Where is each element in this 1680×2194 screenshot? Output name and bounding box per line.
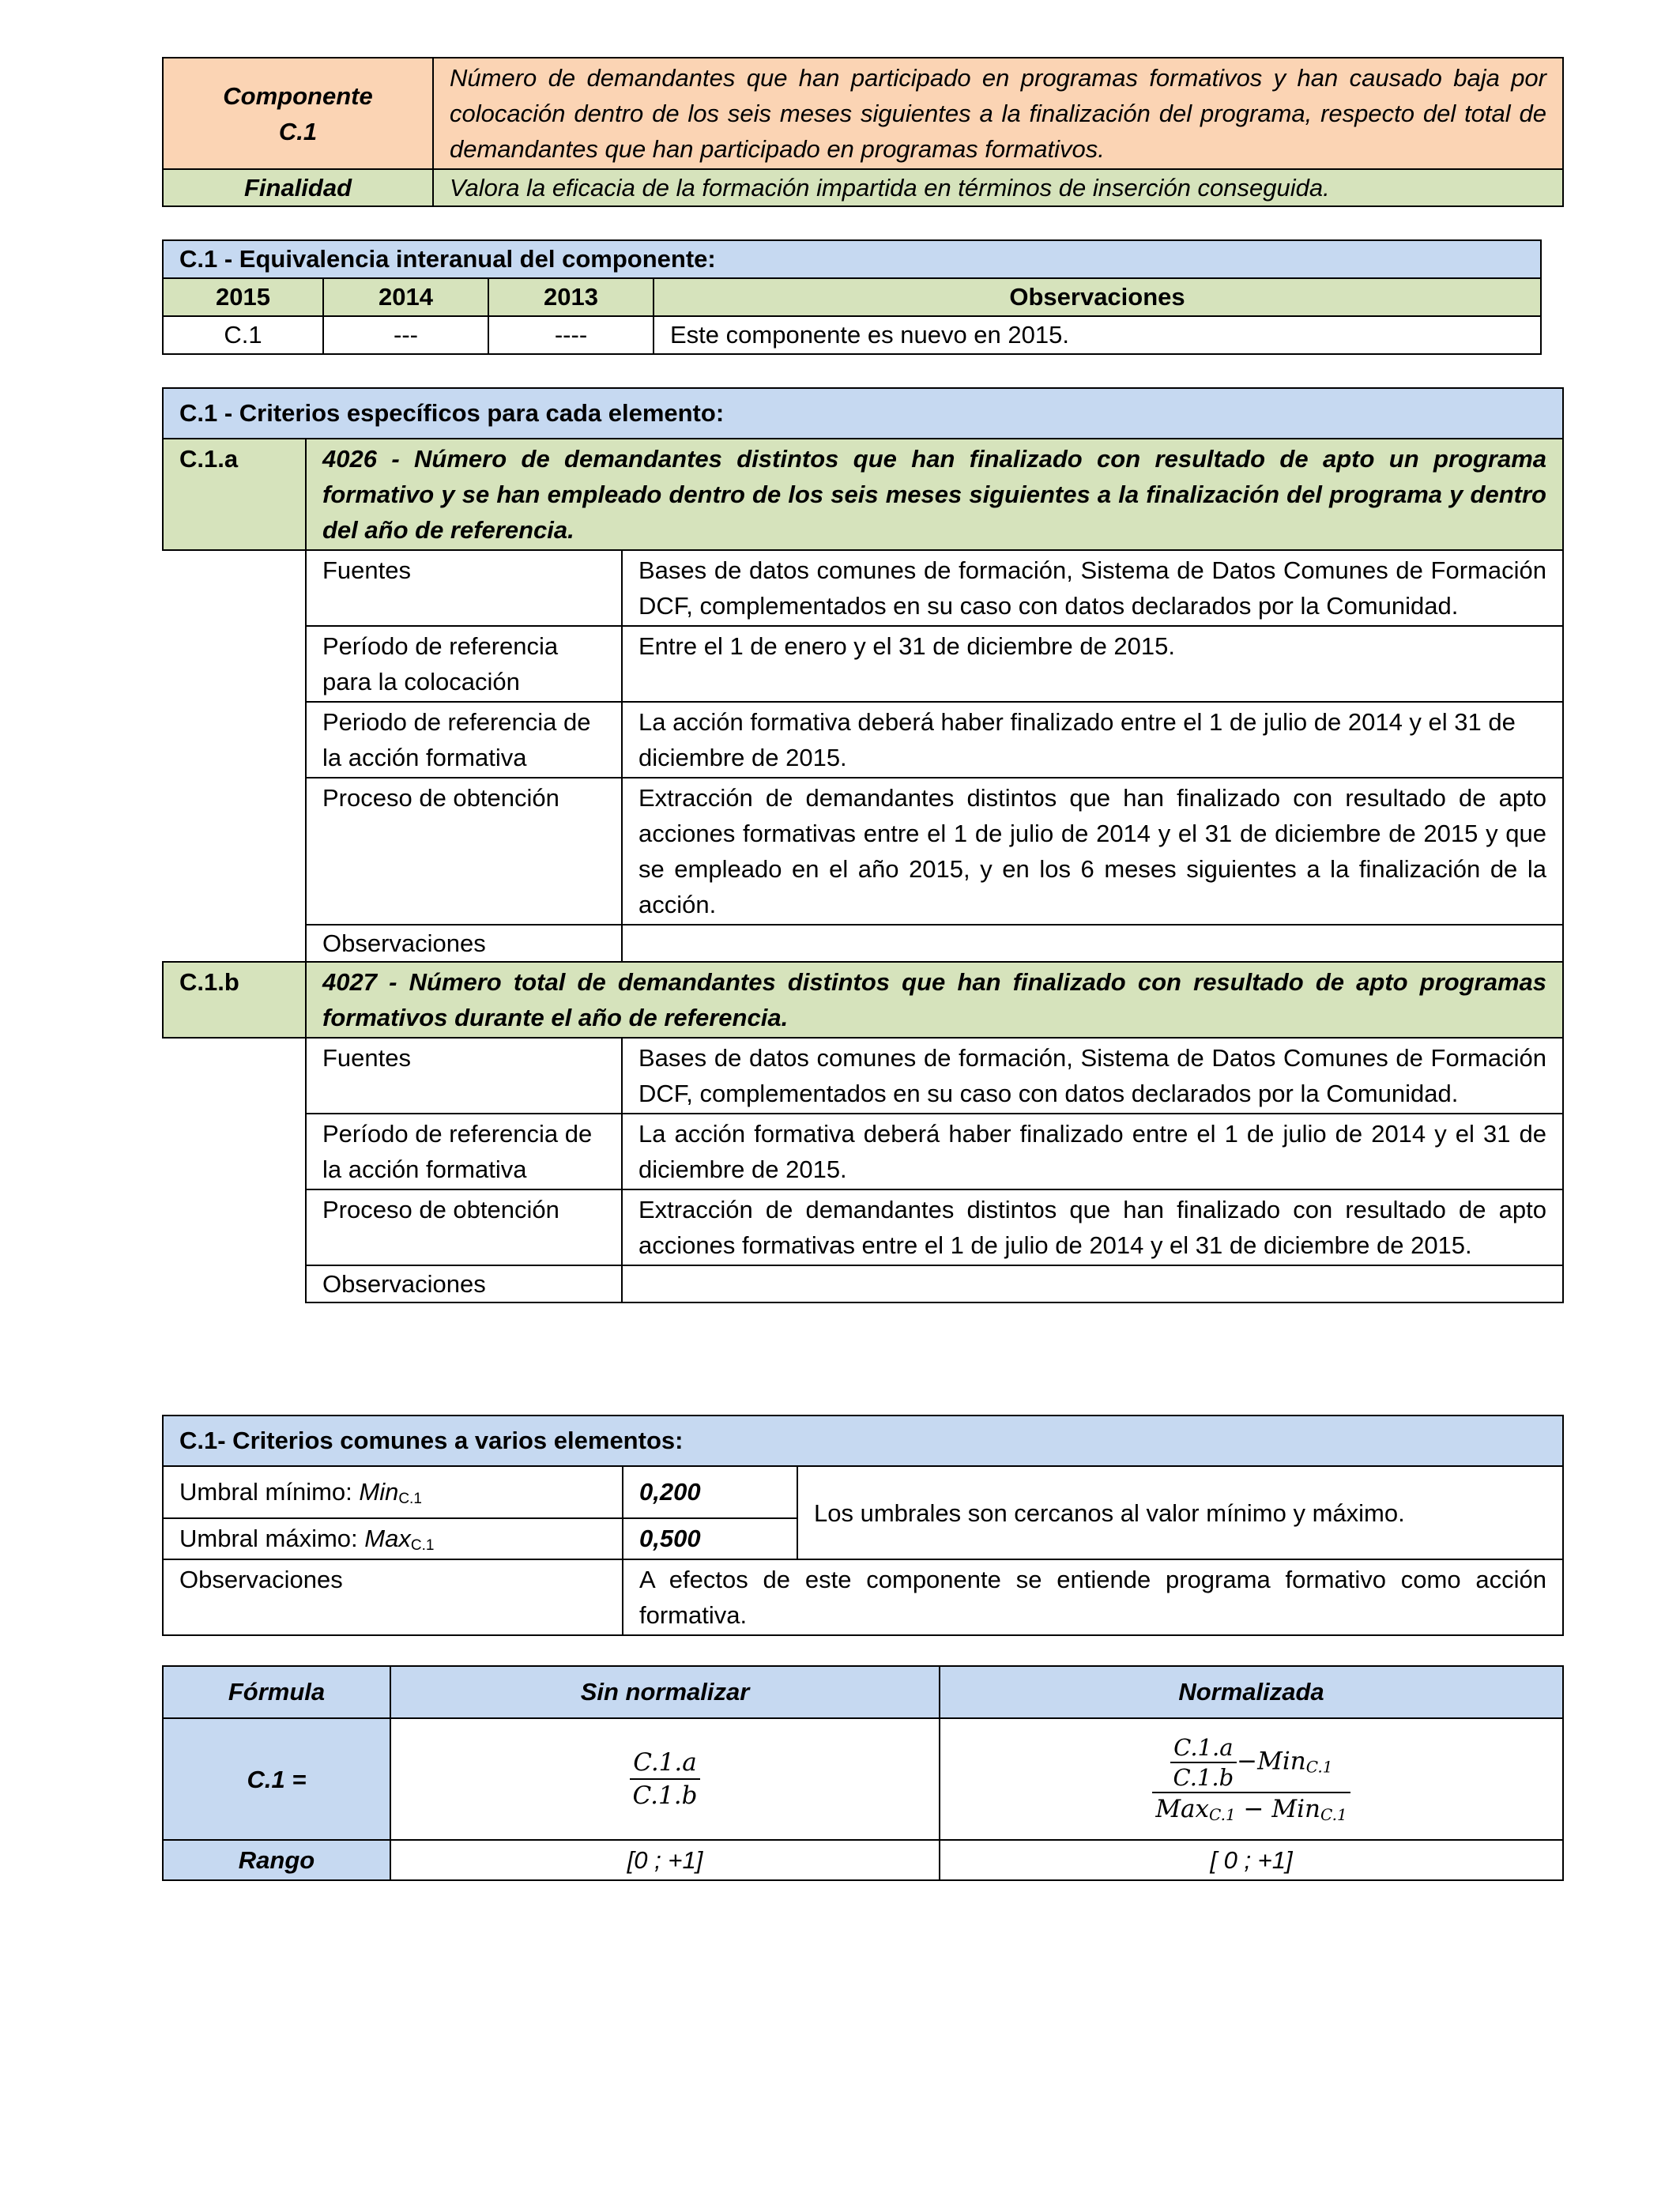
formula-normalized [940, 1718, 1563, 1840]
element-title: 4026 - Número de demandantes distintos que han finalizado con resultado de apto un programa formativo y se han empleado dentro de los seis meses siguientes a la finalización del programa y dentro del año de referencia. [306, 439, 1563, 550]
component-code: C.1 [278, 117, 318, 145]
minus-min-denominator: − Min [1235, 1795, 1321, 1823]
min-sub: C.1 [398, 1491, 422, 1507]
inner-fraction [1170, 1733, 1237, 1792]
max-threshold-label [163, 1518, 623, 1559]
normalized-numerator [1152, 1733, 1350, 1793]
normalized-fraction [1152, 1733, 1350, 1825]
criteria-row-label: Proceso de obtención [306, 778, 622, 925]
formula-table [162, 1665, 1564, 1881]
equivalence-cell: Este componente es nuevo en 2015. [654, 316, 1541, 354]
equivalence-header: 2015 [163, 278, 323, 316]
criteria-table [162, 387, 1564, 1303]
inner-numerator: C.1.a [1170, 1733, 1237, 1763]
raw-numerator: C.1.a [630, 1747, 701, 1780]
threshold-note: Los umbrales son cercanos al valor mínimo y máximo. [797, 1466, 1563, 1559]
criteria-title: C.1 - Criterios específicos para cada elemento: [163, 388, 1563, 439]
raw-denominator: C.1.b [632, 1781, 698, 1810]
max-sub: C.1 [410, 1537, 435, 1554]
formula-header: Fórmula [163, 1666, 390, 1718]
criteria-row-value: Entre el 1 de enero y el 31 de diciembre de 2015. [622, 626, 1563, 702]
max-label-text: Umbral máximo: [179, 1525, 365, 1552]
formula-header: Normalizada [940, 1666, 1563, 1718]
equivalence-table [162, 239, 1542, 355]
min-subscript-denominator: C.1 [1320, 1805, 1347, 1824]
common-table [162, 1415, 1564, 1636]
equivalence-header: 2013 [488, 278, 654, 316]
common-obs-text: A efectos de este componente se entiende programa formativo como acción formativa. [623, 1559, 1563, 1635]
indent-spacer [163, 1038, 306, 1302]
component-label: Componente [223, 81, 373, 110]
criteria-row-value: Extracción de demandantes distintos que han finalizado con resultado de apto acciones formativas entre el 1 de julio de 2014 y el 31 de diciembre de 2015 y que se empleado en el año 2015, y en los 6 meses siguientes a la finalización de la acción. [622, 778, 1563, 925]
criteria-row-value: Extracción de demandantes distintos que han finalizado con resultado de apto acciones formativas entre el 1 de julio de 2014 y el 31 de diciembre de 2015. [622, 1189, 1563, 1265]
formula-header: Sin normalizar [390, 1666, 940, 1718]
criteria-row-label: Proceso de obtención [306, 1189, 622, 1265]
range-raw: [0 ; +1] [390, 1840, 940, 1880]
min-subscript: C.1 [1305, 1757, 1333, 1777]
max-symbol-formula: Max [1155, 1795, 1210, 1823]
equivalence-cell: C.1 [163, 316, 323, 354]
criteria-row-label: Período de referencia para la colocación [306, 626, 622, 702]
raw-fraction [630, 1747, 701, 1811]
element-code: C.1.b [163, 962, 306, 1038]
equivalence-cell: ---- [488, 316, 654, 354]
element-title: 4027 - Número total de demandantes distintos que han finalizado con resultado de apto programas formativos durante el año de referencia. [306, 962, 1563, 1038]
criteria-row-label: Observaciones [306, 1265, 622, 1302]
equivalence-cell: --- [323, 316, 488, 354]
criteria-row-value: Bases de datos comunes de formación, Sistema de Datos Comunes de Formación DCF, complementados en su caso con datos declarados por la Comunidad. [622, 1038, 1563, 1114]
criteria-row-value: La acción formativa deberá haber finalizado entre el 1 de julio de 2014 y el 31 de diciembre de 2015. [622, 702, 1563, 778]
element-code: C.1.a [163, 439, 306, 550]
formula-row-label: C.1 = [163, 1718, 390, 1840]
criteria-row-label: Periodo de referencia de la acción formativa [306, 702, 622, 778]
criteria-row-value [622, 925, 1563, 962]
common-obs-label: Observaciones [163, 1559, 623, 1635]
formula-raw [390, 1718, 940, 1840]
component-description: Número de demandantes que han participado en programas formativos y han causado baja por colocación dentro de los seis meses siguientes a la finalización del programa, respecto del total de demandantes que han participado en programas formativos. [433, 58, 1563, 169]
criteria-row-label: Fuentes [306, 1038, 622, 1114]
component-label-cell [163, 58, 433, 169]
criteria-row-label: Período de referencia de la acción formativa [306, 1114, 622, 1189]
minus-min: −Min [1237, 1747, 1306, 1776]
purpose-text: Valora la eficacia de la formación impartida en términos de inserción conseguida. [433, 169, 1563, 206]
purpose-label: Finalidad [163, 169, 433, 206]
equivalence-title: C.1 - Equivalencia interanual del componente: [163, 240, 1541, 278]
criteria-row-value [622, 1265, 1563, 1302]
range-label: Rango [163, 1840, 390, 1880]
min-label-text: Umbral mínimo: [179, 1478, 360, 1506]
equivalence-header: Observaciones [654, 278, 1541, 316]
criteria-row-label: Observaciones [306, 925, 622, 962]
component-table [162, 57, 1564, 207]
indent-spacer [163, 550, 306, 962]
criteria-row-value: La acción formativa deberá haber finalizado entre el 1 de julio de 2014 y el 31 de diciembre de 2015. [622, 1114, 1563, 1189]
max-threshold-value: 0,500 [623, 1518, 797, 1559]
normalized-denominator [1152, 1793, 1350, 1825]
inner-denominator: C.1.b [1173, 1764, 1234, 1791]
criteria-row-value: Bases de datos comunes de formación, Sistema de Datos Comunes de Formación DCF, complementados en su caso con datos declarados por la Comunidad. [622, 550, 1563, 626]
max-symbol: Max [364, 1525, 411, 1552]
max-subscript: C.1 [1209, 1805, 1236, 1824]
criteria-row-label: Fuentes [306, 550, 622, 626]
common-title: C.1- Criterios comunes a varios elementos: [163, 1416, 1563, 1466]
min-symbol: Min [359, 1478, 399, 1506]
min-threshold-value: 0,200 [623, 1466, 797, 1518]
equivalence-header: 2014 [323, 278, 488, 316]
range-normalized: [ 0 ; +1] [940, 1840, 1563, 1880]
min-threshold-label [163, 1466, 623, 1518]
